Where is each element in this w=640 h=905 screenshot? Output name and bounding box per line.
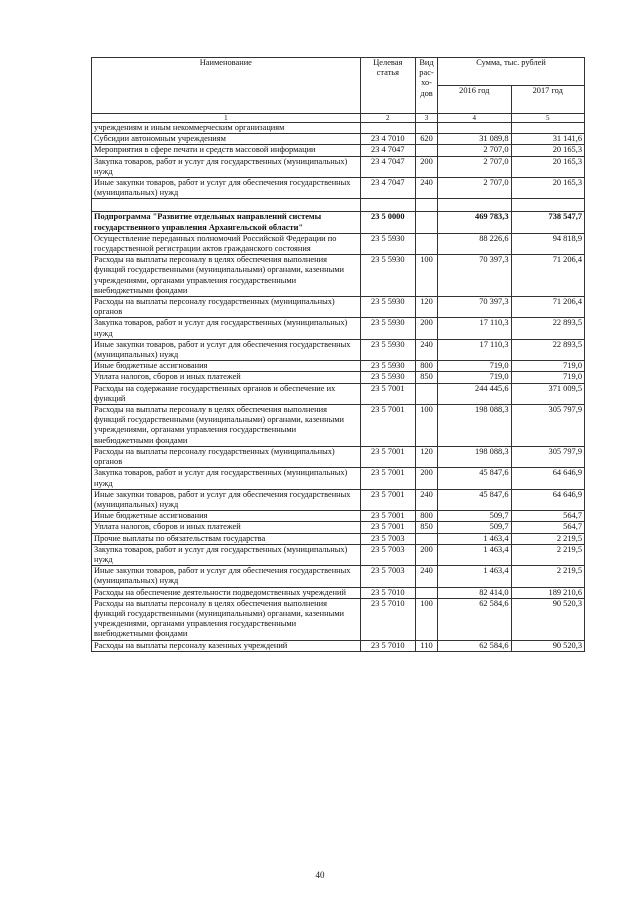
row-2016-cell: 198 088,3 xyxy=(438,446,511,467)
table-row xyxy=(92,233,585,254)
budget-table xyxy=(91,57,585,652)
table-row xyxy=(92,544,585,565)
table-row xyxy=(92,468,585,489)
row-2017-cell: 94 818,9 xyxy=(511,233,584,254)
header-year-2017: 2017 год xyxy=(511,86,584,114)
row-code-cell: 23 5 7001 xyxy=(360,511,415,522)
row-2017-cell: 719,0 xyxy=(511,372,584,383)
row-vid-cell: 100 xyxy=(415,598,437,640)
table-row xyxy=(92,383,585,404)
row-2016-cell: 719,0 xyxy=(438,372,511,383)
row-code-cell: 23 5 5930 xyxy=(360,297,415,318)
table-row xyxy=(92,199,585,212)
table-row xyxy=(92,212,585,233)
row-2016-cell: 1 463,4 xyxy=(438,544,511,565)
table-row xyxy=(92,598,585,640)
row-name-cell: Прочие выплаты по обязательствам государства xyxy=(92,533,361,544)
row-2017-cell xyxy=(511,199,584,212)
table-row xyxy=(92,587,585,598)
row-code-cell: 23 4 7047 xyxy=(360,145,415,156)
row-vid-cell: 120 xyxy=(415,297,437,318)
column-number: 2 xyxy=(360,114,415,123)
row-name-cell: Уплата налогов, сборов и иных платежей xyxy=(92,372,361,383)
row-name-cell: Иные закупки товаров, работ и услуг для обеспечения государственных (муниципальных) нужд xyxy=(92,178,361,199)
table-row xyxy=(92,178,585,199)
header-name: Наименование xyxy=(92,58,361,114)
row-vid-cell: 240 xyxy=(415,566,437,587)
row-2017-cell: 20 165,3 xyxy=(511,145,584,156)
table-row xyxy=(92,511,585,522)
column-number-row xyxy=(92,114,585,123)
row-vid-cell xyxy=(415,199,437,212)
row-vid-cell xyxy=(415,212,437,233)
row-2017-cell: 22 893,5 xyxy=(511,339,584,360)
column-number: 5 xyxy=(511,114,584,123)
table-row xyxy=(92,361,585,372)
row-name-cell xyxy=(92,199,361,212)
row-code-cell xyxy=(360,123,415,134)
row-name-cell: Иные закупки товаров, работ и услуг для обеспечения государственных (муниципальных) нужд xyxy=(92,339,361,360)
row-vid-cell: 100 xyxy=(415,255,437,297)
row-name-cell: Закупка товаров, работ и услуг для государственных (муниципальных) нужд xyxy=(92,318,361,339)
row-name-cell: Закупка товаров, работ и услуг для государственных (муниципальных) нужд xyxy=(92,544,361,565)
row-code-cell: 23 5 5930 xyxy=(360,233,415,254)
table-row xyxy=(92,489,585,510)
row-code-cell: 23 5 7010 xyxy=(360,598,415,640)
row-2017-cell: 71 206,4 xyxy=(511,255,584,297)
page-number: 40 xyxy=(315,870,325,880)
row-2016-cell: 1 463,4 xyxy=(438,533,511,544)
table-row xyxy=(92,533,585,544)
row-name-cell: Осуществление переданных полномочий Российской Федерации по государственной регистрации актов гражданского состояния xyxy=(92,233,361,254)
row-2017-cell: 564,7 xyxy=(511,511,584,522)
row-code-cell: 23 5 7001 xyxy=(360,446,415,467)
row-2017-cell: 90 520,3 xyxy=(511,598,584,640)
row-2017-cell xyxy=(511,123,584,134)
row-code-cell: 23 5 5930 xyxy=(360,255,415,297)
row-2016-cell: 509,7 xyxy=(438,522,511,533)
row-code-cell: 23 4 7047 xyxy=(360,178,415,199)
table-row xyxy=(92,145,585,156)
row-2017-cell: 564,7 xyxy=(511,522,584,533)
table-row xyxy=(92,297,585,318)
row-code-cell: 23 5 7003 xyxy=(360,544,415,565)
row-vid-cell: 200 xyxy=(415,544,437,565)
row-vid-cell: 240 xyxy=(415,489,437,510)
row-2017-cell: 2 219,5 xyxy=(511,533,584,544)
row-code-cell: 23 5 7003 xyxy=(360,533,415,544)
row-name-cell: Иные бюджетные ассигнования xyxy=(92,361,361,372)
row-code-cell: 23 5 5930 xyxy=(360,318,415,339)
row-code-cell: 23 5 7001 xyxy=(360,522,415,533)
table-row xyxy=(92,446,585,467)
row-name-cell: Субсидии автономным учреждениям xyxy=(92,134,361,145)
row-2017-cell: 189 210,6 xyxy=(511,587,584,598)
row-2017-cell: 2 219,5 xyxy=(511,566,584,587)
row-name-cell: Расходы на выплаты персоналу казенных учреждений xyxy=(92,640,361,651)
row-name-cell: Расходы на обеспечение деятельности подведомственных учреждений xyxy=(92,587,361,598)
column-number: 3 xyxy=(415,114,437,123)
row-code-cell: 23 5 7001 xyxy=(360,383,415,404)
row-code-cell: 23 4 7047 xyxy=(360,156,415,177)
row-vid-cell: 800 xyxy=(415,511,437,522)
row-2016-cell xyxy=(438,123,511,134)
row-name-cell: Мероприятия в сфере печати и средств массовой информации xyxy=(92,145,361,156)
row-2017-cell: 305 797,9 xyxy=(511,446,584,467)
row-vid-cell xyxy=(415,145,437,156)
table-row xyxy=(92,255,585,297)
row-name-cell: Уплата налогов, сборов и иных платежей xyxy=(92,522,361,533)
row-2017-cell: 71 206,4 xyxy=(511,297,584,318)
row-name-cell: Подпрограмма "Развитие отдельных направлений системы государственного управления Архангельской области" xyxy=(92,212,361,233)
row-2016-cell: 62 584,6 xyxy=(438,598,511,640)
row-2016-cell: 45 847,6 xyxy=(438,489,511,510)
header-sum: Сумма, тыс. рублей xyxy=(438,58,585,86)
row-name-cell: Расходы на выплаты персоналу государственных (муниципальных) органов xyxy=(92,297,361,318)
row-2017-cell: 371 009,5 xyxy=(511,383,584,404)
row-code-cell: 23 5 7003 xyxy=(360,566,415,587)
row-2017-cell: 305 797,9 xyxy=(511,405,584,447)
column-number: 1 xyxy=(92,114,361,123)
row-2016-cell: 469 783,3 xyxy=(438,212,511,233)
row-vid-cell xyxy=(415,383,437,404)
table-row xyxy=(92,566,585,587)
header-code: Целевая статья xyxy=(360,58,415,114)
row-name-cell: Расходы на выплаты персоналу государственных (муниципальных) органов xyxy=(92,446,361,467)
row-vid-cell xyxy=(415,123,437,134)
row-2016-cell: 509,7 xyxy=(438,511,511,522)
row-2017-cell: 719,0 xyxy=(511,361,584,372)
row-2016-cell: 82 414,0 xyxy=(438,587,511,598)
header-year-2016: 2016 год xyxy=(438,86,511,114)
table-row xyxy=(92,640,585,651)
row-2016-cell: 719,0 xyxy=(438,361,511,372)
row-name-cell: Иные бюджетные ассигнования xyxy=(92,511,361,522)
row-2016-cell: 45 847,6 xyxy=(438,468,511,489)
row-vid-cell: 110 xyxy=(415,640,437,651)
row-code-cell: 23 5 5930 xyxy=(360,361,415,372)
row-2017-cell: 64 646,9 xyxy=(511,468,584,489)
row-name-cell: Закупка товаров, работ и услуг для государственных (муниципальных) нужд xyxy=(92,468,361,489)
header-vid: Вид рас-хо-дов xyxy=(415,58,437,114)
row-2017-cell: 31 141,6 xyxy=(511,134,584,145)
table-header xyxy=(92,58,585,123)
row-2016-cell: 2 707,0 xyxy=(438,156,511,177)
row-2016-cell: 2 707,0 xyxy=(438,145,511,156)
row-2016-cell: 2 707,0 xyxy=(438,178,511,199)
row-2017-cell: 90 520,3 xyxy=(511,640,584,651)
table-row xyxy=(92,372,585,383)
row-vid-cell: 100 xyxy=(415,405,437,447)
row-name-cell: Расходы на выплаты персоналу в целях обеспечения выполнения функций государственными (муниципальными) органами, казенными учреждениями, органами управления государственными внебюджетными фондами xyxy=(92,405,361,447)
row-code-cell: 23 5 7001 xyxy=(360,405,415,447)
row-code-cell xyxy=(360,199,415,212)
row-2016-cell: 70 397,3 xyxy=(438,297,511,318)
row-code-cell: 23 5 5930 xyxy=(360,372,415,383)
row-code-cell: 23 5 7010 xyxy=(360,587,415,598)
row-vid-cell: 240 xyxy=(415,339,437,360)
table-body xyxy=(92,123,585,652)
row-vid-cell: 800 xyxy=(415,361,437,372)
row-code-cell: 23 5 0000 xyxy=(360,212,415,233)
row-name-cell: учреждениям и иным некоммерческим организациям xyxy=(92,123,361,134)
row-code-cell: 23 4 7010 xyxy=(360,134,415,145)
row-2016-cell: 70 397,3 xyxy=(438,255,511,297)
row-vid-cell: 200 xyxy=(415,318,437,339)
row-vid-cell: 120 xyxy=(415,446,437,467)
row-vid-cell: 200 xyxy=(415,156,437,177)
row-2016-cell: 88 226,6 xyxy=(438,233,511,254)
row-code-cell: 23 5 7010 xyxy=(360,640,415,651)
row-name-cell: Иные закупки товаров, работ и услуг для обеспечения государственных (муниципальных) нужд xyxy=(92,489,361,510)
row-vid-cell: 850 xyxy=(415,522,437,533)
table-row xyxy=(92,156,585,177)
row-vid-cell xyxy=(415,587,437,598)
row-2016-cell: 17 110,3 xyxy=(438,318,511,339)
row-2016-cell xyxy=(438,199,511,212)
row-2017-cell: 22 893,5 xyxy=(511,318,584,339)
table-row xyxy=(92,134,585,145)
table-row xyxy=(92,339,585,360)
row-name-cell: Закупка товаров, работ и услуг для государственных (муниципальных) нужд xyxy=(92,156,361,177)
row-code-cell: 23 5 5930 xyxy=(360,339,415,360)
row-name-cell: Расходы на выплаты персоналу в целях обеспечения выполнения функций государственными (муниципальными) органами, казенными учреждениями, органами управления государственными внебюджетными фондами xyxy=(92,598,361,640)
row-2016-cell: 62 584,6 xyxy=(438,640,511,651)
row-vid-cell xyxy=(415,533,437,544)
row-vid-cell xyxy=(415,233,437,254)
row-2017-cell: 64 646,9 xyxy=(511,489,584,510)
table-row xyxy=(92,522,585,533)
table-row xyxy=(92,123,585,134)
row-2016-cell: 198 088,3 xyxy=(438,405,511,447)
row-vid-cell: 240 xyxy=(415,178,437,199)
table-row xyxy=(92,405,585,447)
row-2017-cell: 20 165,3 xyxy=(511,178,584,199)
row-2016-cell: 17 110,3 xyxy=(438,339,511,360)
row-name-cell: Иные закупки товаров, работ и услуг для обеспечения государственных (муниципальных) нужд xyxy=(92,566,361,587)
row-name-cell: Расходы на содержание государственных органов и обеспечение их функций xyxy=(92,383,361,404)
column-number: 4 xyxy=(438,114,511,123)
row-2017-cell: 2 219,5 xyxy=(511,544,584,565)
row-2016-cell: 1 463,4 xyxy=(438,566,511,587)
row-2016-cell: 244 445,6 xyxy=(438,383,511,404)
table-row xyxy=(92,318,585,339)
row-vid-cell: 200 xyxy=(415,468,437,489)
row-2016-cell: 31 089,8 xyxy=(438,134,511,145)
row-vid-cell: 850 xyxy=(415,372,437,383)
row-2017-cell: 20 165,3 xyxy=(511,156,584,177)
row-vid-cell: 620 xyxy=(415,134,437,145)
row-2017-cell: 738 547,7 xyxy=(511,212,584,233)
row-code-cell: 23 5 7001 xyxy=(360,489,415,510)
row-name-cell: Расходы на выплаты персоналу в целях обеспечения выполнения функций государственными (муниципальными) органами, казенными учреждениями, органами управления государственными внебюджетными фондами xyxy=(92,255,361,297)
row-code-cell: 23 5 7001 xyxy=(360,468,415,489)
